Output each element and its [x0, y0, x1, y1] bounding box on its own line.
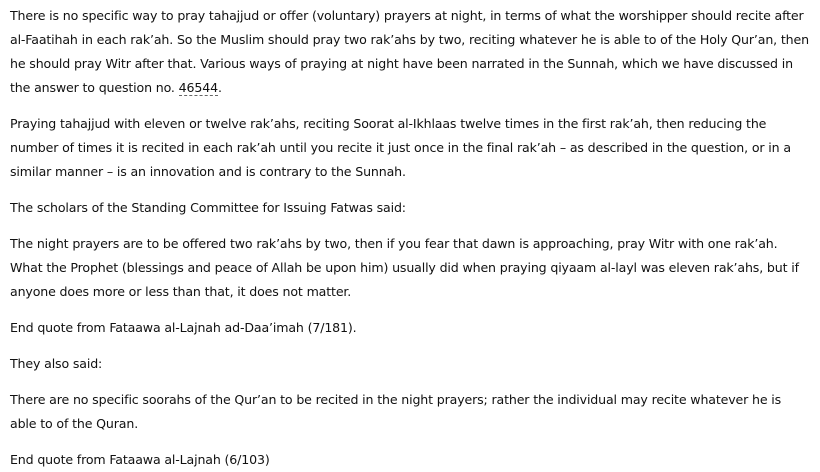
paragraph-soorahs: There are no specific soorahs of the Qur’an to be recited in the night prayers; rather the individual may recite whatever he is able to of the Quran. — [10, 392, 782, 431]
paragraph-citation-2: End quote from Fataawa al-Lajnah (6/103) — [10, 452, 270, 467]
paragraph-innovation: Praying tahajjud with eleven or twelve rak’ahs, reciting Soorat al-Ikhlaas twelve times in the first rak’ah, then reducing the number of times it is recited in each rak’ah until you recite it just once in the final rak’ah – as described in the question, or in a similar manner – is an innovation and is contrary to the Sunnah. — [10, 116, 791, 179]
paragraph-intro — [10, 4, 810, 100]
paragraph-citation-1: End quote from Fataawa al-Lajnah ad-Daa’imah (7/181). — [10, 320, 357, 335]
paragraph-intro-end: . — [217, 80, 222, 95]
paragraph-committee-quote: The night prayers are to be offered two rak’ahs by two, then if you fear that dawn is approaching, pray Witr with one rak’ah. What the Prophet (blessings and peace of Allah be upon him) usually did when praying qiyaam al-layl was eleven rak’ahs, but if anyone does more or less than that, it does not matter. — [10, 236, 799, 299]
paragraph-also-said: They also said: — [10, 356, 103, 371]
paragraph-intro-text: There is no specific way to pray tahajjud or offer (voluntary) prayers at night, in terms of what the worshipper should recite after al-Faatihah in each rak’ah. So the Muslim should pray two rak’ahs by two, reciting whatever he is able to of the Holy Qur’an, then he should pray Witr after that. Various ways of praying at night have been narrated in the Sunnah, which we have discussed in the answer to question no. — [10, 8, 809, 95]
paragraph-committee-intro: The scholars of the Standing Committee for Issuing Fatwas said: — [10, 200, 406, 215]
question-46544-link[interactable]: 46544 — [178, 80, 218, 95]
